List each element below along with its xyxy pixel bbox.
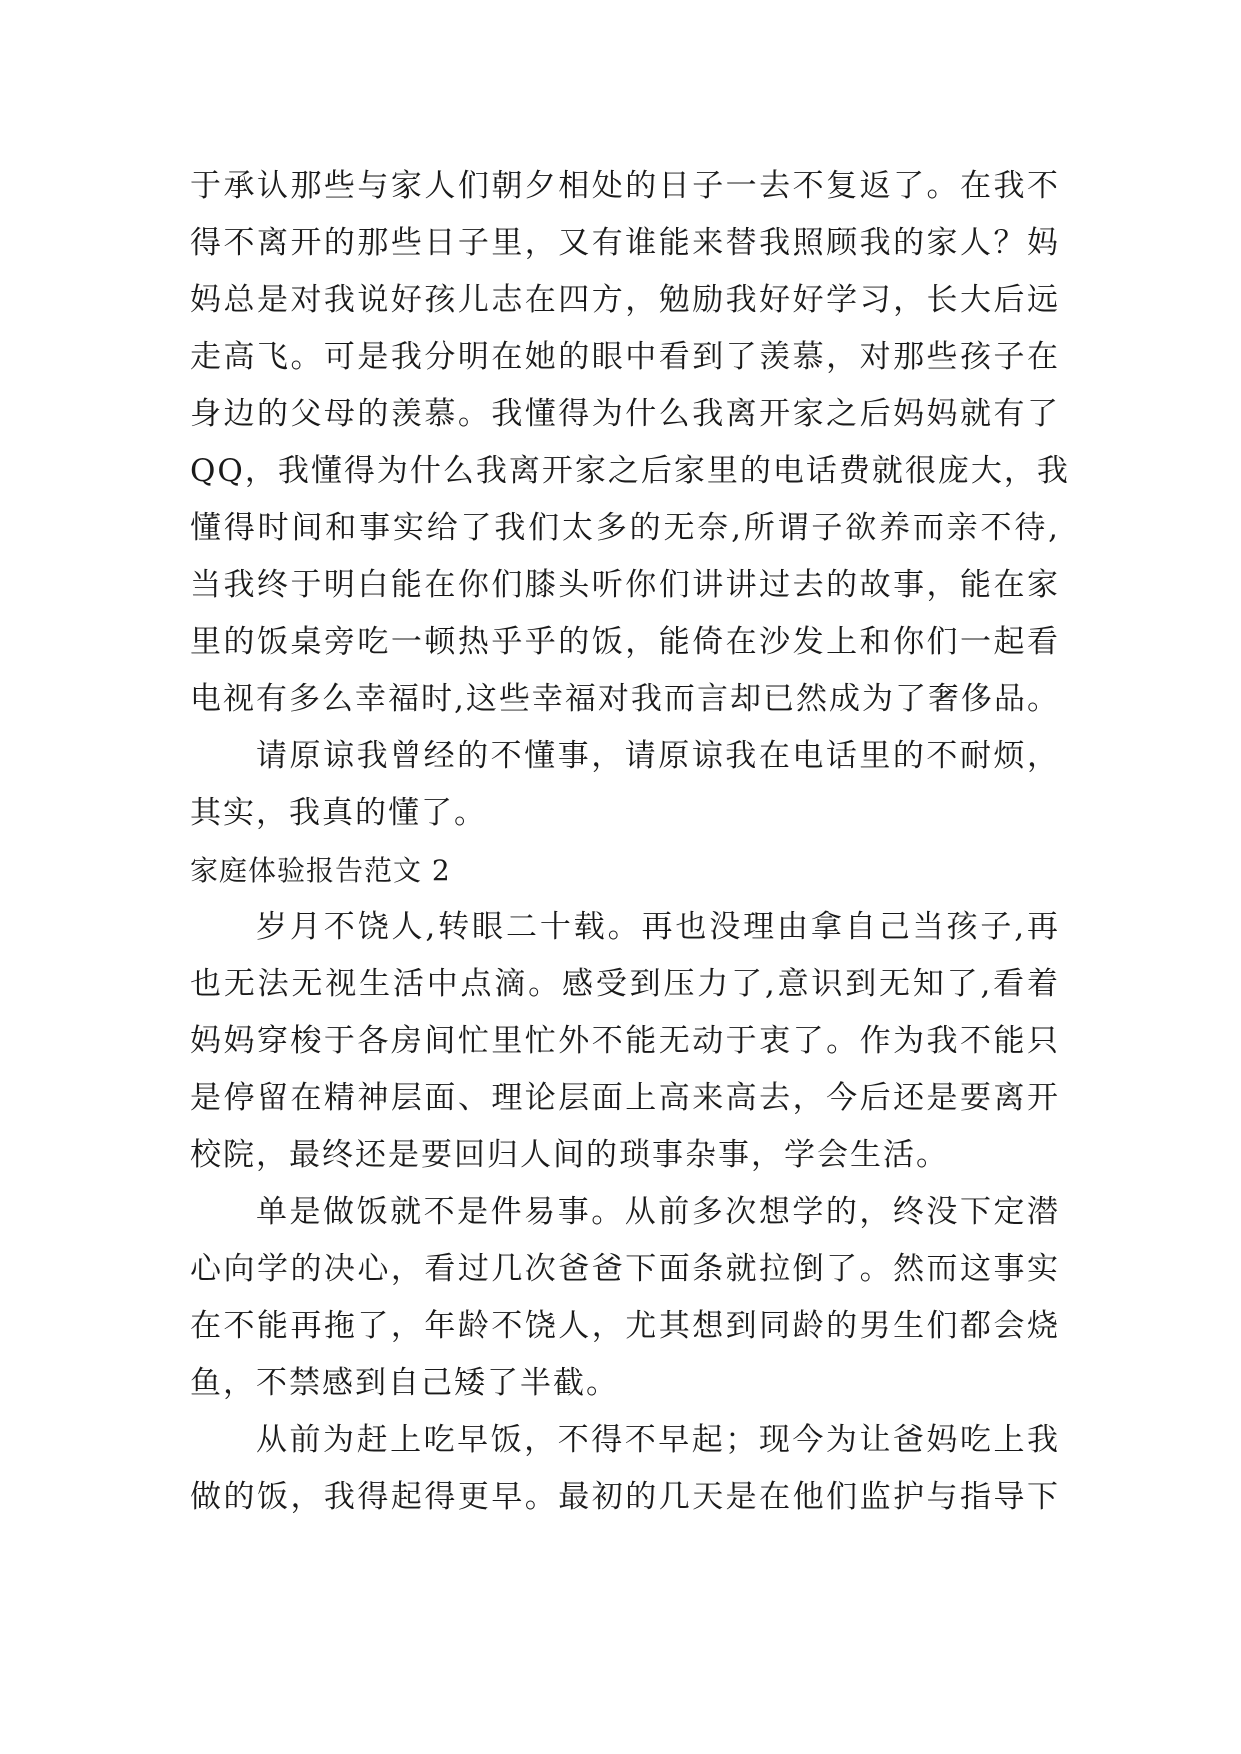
- text-line: 电视有多么幸福时,这些幸福对我而言却已然成为了奢侈品。: [190, 681, 1060, 717]
- text-line: 里的饭桌旁吃一顿热乎乎的饭，能倚在沙发上和你们一起看: [190, 624, 1060, 660]
- text-line: 懂得时间和事实给了我们太多的无奈,所谓子欲养而亲不待,: [190, 510, 1060, 546]
- text-line: 做的饭，我得起得更早。最初的几天是在他们监护与指导下: [190, 1479, 1060, 1515]
- text-line: 从前为赶上吃早饭，不得不早起；现今为让爸妈吃上我: [256, 1422, 1060, 1458]
- text-line: 在不能再拖了，年龄不饶人，尤其想到同龄的男生们都会烧: [190, 1308, 1060, 1344]
- text-line: 当我终于明白能在你们膝头听你们讲讲过去的故事，能在家: [190, 567, 1060, 603]
- text-line: 心向学的决心，看过几次爸爸下面条就拉倒了。然而这事实: [190, 1251, 1060, 1287]
- paragraph-4: [190, 1184, 1060, 1412]
- text-line: 妈总是对我说好孩儿志在四方，勉励我好好学习，长大后远: [190, 282, 1060, 318]
- text-line: 单是做饭就不是件易事。从前多次想学的，终没下定潜: [256, 1194, 1060, 1230]
- paragraph-2: [190, 728, 1060, 842]
- text-line: 其实，我真的懂了。: [190, 795, 487, 831]
- text-line: 走高飞。可是我分明在她的眼中看到了羡慕，对那些孩子在: [190, 339, 1060, 375]
- text-line: 是停留在精神层面、理论层面上高来高去，今后还是要离开: [190, 1080, 1060, 1116]
- text-line: 岁月不饶人,转眼二十载。再也没理由拿自己当孩子,再: [256, 909, 1060, 945]
- document-body: [190, 158, 1070, 1526]
- text-line: 也无法无视生活中点滴。感受到压力了,意识到无知了,看着: [190, 966, 1060, 1002]
- text-line: 于承认那些与家人们朝夕相处的日子一去不复返了。在我不: [190, 168, 1060, 204]
- paragraph-1: [190, 158, 1070, 728]
- text-line: 身边的父母的羡慕。我懂得为什么我离开家之后妈妈就有了: [190, 396, 1060, 432]
- text-line: QQ，我懂得为什么我离开家之后家里的电话费就很庞大，我: [190, 453, 1070, 489]
- paragraph-3: [190, 899, 1060, 1184]
- text-line: 鱼，不禁感到自己矮了半截。: [190, 1365, 619, 1401]
- text-line: 得不离开的那些日子里，又有谁能来替我照顾我的家人？妈: [190, 225, 1060, 261]
- paragraph-5: [190, 1412, 1060, 1526]
- text-line: 妈妈穿梭于各房间忙里忙外不能无动于衷了。作为我不能只: [190, 1023, 1060, 1059]
- text-line: 请原谅我曾经的不懂事，请原谅我在电话里的不耐烦，: [256, 738, 1060, 774]
- section-title: 家庭体验报告范文 2: [190, 854, 451, 887]
- text-line: 校院，最终还是要回归人间的琐事杂事，学会生活。: [190, 1137, 949, 1173]
